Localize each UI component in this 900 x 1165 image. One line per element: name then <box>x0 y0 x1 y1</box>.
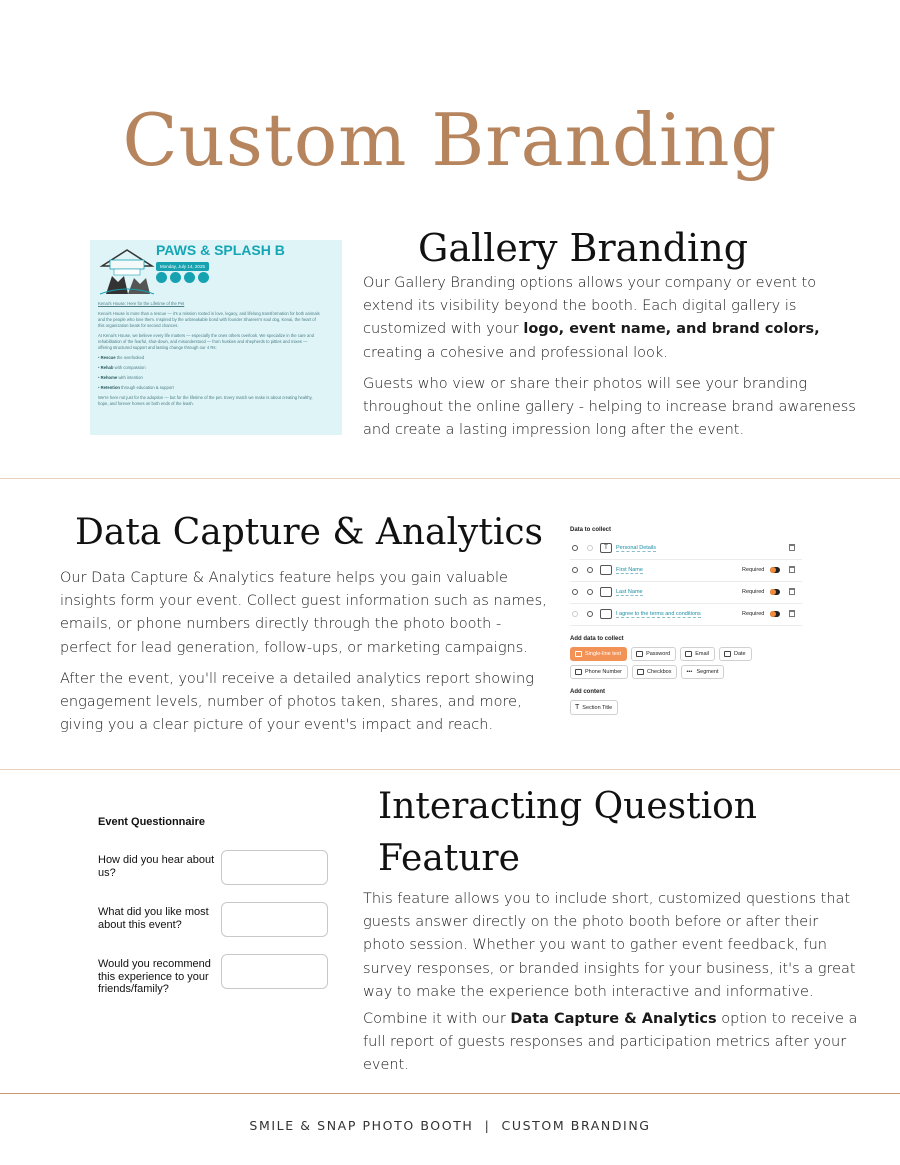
section-divider <box>0 769 900 770</box>
gallery-line: At Kenai's House, we believe every life matters — especially the ones others overlook. We specialize in the care and <box>98 333 315 338</box>
gallery-line: hope, and forever homes on both ends of the leash. <box>98 401 194 406</box>
text-field-icon: T <box>600 543 612 553</box>
required-toggle[interactable] <box>770 589 780 595</box>
envelope-icon <box>685 651 692 657</box>
lock-icon <box>636 651 643 657</box>
checkbox-field-icon <box>600 609 612 619</box>
data-field-row[interactable] <box>570 582 802 604</box>
chip-phone-number[interactable]: Phone Number <box>570 665 628 679</box>
add-data-heading: Add data to collect <box>570 636 624 642</box>
gallery-event-title: PAWS & SPLASH B <box>156 242 285 258</box>
question-row <box>98 954 330 1006</box>
answer-input[interactable] <box>221 902 328 937</box>
remove-icon[interactable] <box>587 545 593 551</box>
trash-icon[interactable] <box>789 588 795 595</box>
email-icon[interactable] <box>198 272 209 283</box>
link-icon[interactable] <box>184 272 195 283</box>
gallery-line: Kenai's House: Here for the Lifetime of the Pet <box>98 301 185 306</box>
move-icon[interactable] <box>572 611 578 617</box>
gallery-line: rehabilitation of the fearful, shut-down, and misunderstood — from huskies and shepherds to pitties and mixes — <box>98 339 308 344</box>
checkbox-icon <box>637 669 644 675</box>
trash-icon[interactable] <box>789 566 795 573</box>
question-paragraph-1: This feature allows you to include short, customized questions that guests answer directly on the photo booth before or after their photo session. Whether you want to gather event feedback, fun survey responses, or branded insights for your business, it's a great way to make the experience both interactive and informative. <box>363 891 856 1000</box>
question-label: What did you like most about this event? <box>98 906 209 931</box>
chip-segment[interactable]: ••• Segment <box>681 665 724 679</box>
gallery-share-icons <box>156 272 209 283</box>
data-capture-panel <box>570 527 802 715</box>
input-field-icon <box>600 565 612 575</box>
question-section-title-line2: Feature <box>378 838 520 879</box>
answer-input[interactable] <box>221 954 328 989</box>
question-label: How did you hear about us? <box>98 854 215 879</box>
gallery-description <box>98 301 338 407</box>
question-label: Would you recommend this experience to your friends/family? <box>98 958 211 995</box>
section-divider <box>0 478 900 479</box>
gallery-paragraph-1: Our Gallery Branding options allows your company or event to extend its visibility beyond the booth. Each digital gallery is customized with your logo, event name, and brand colors, creating a cohesive and professional look. <box>363 275 820 361</box>
data-field-label[interactable]: First Name <box>616 567 643 573</box>
data-field-label[interactable]: I agree to the terms and conditions <box>616 611 701 617</box>
required-label: Required <box>742 611 765 617</box>
data-field-label[interactable]: Last Name <box>616 589 643 595</box>
question-section-body <box>363 888 863 1086</box>
trash-icon[interactable] <box>789 544 795 551</box>
data-paragraph-1: Our Data Capture & Analytics feature helps you gain valuable insights form your event. Collect guest information such as names, emails, or phone numbers directly through the photo booth - perfect for lead generation, follow-ups, or marketing campaigns. <box>60 570 547 656</box>
question-section-title-line1: Interacting Question <box>378 786 757 827</box>
data-section-title: Data Capture & Analytics <box>75 512 543 553</box>
question-paragraph-2: Combine it with our Data Capture & Analytics option to receive a full report of guests responses and participation metrics after your event. <box>363 1011 858 1074</box>
share-icon[interactable] <box>170 272 181 283</box>
remove-icon[interactable] <box>587 567 593 573</box>
move-icon[interactable] <box>572 545 578 551</box>
text-icon: T <box>575 704 580 711</box>
gallery-line: and the people who love them. Inspired by the unbreakable bond with founder Shareen's soul dog, Kenai, the heart of <box>98 317 316 322</box>
add-content-chips <box>570 700 802 715</box>
gallery-section-title: Gallery Branding <box>418 226 749 270</box>
add-content-heading: Add content <box>570 689 605 695</box>
gallery-r-item: • Rescue the overlooked <box>98 355 145 360</box>
data-field-row[interactable] <box>570 560 802 582</box>
gallery-r-item: • Rehab with compassion <box>98 365 146 370</box>
gallery-line: offering structured support and lasting change through our 4 Rs: <box>98 345 217 350</box>
gallery-preview-image <box>90 240 342 435</box>
required-toggle[interactable] <box>770 611 780 617</box>
gallery-section-body <box>363 272 863 450</box>
chip-email[interactable]: Email <box>680 647 715 661</box>
rescue-logo-icon <box>98 246 156 296</box>
data-field-row[interactable] <box>570 538 802 560</box>
download-icon[interactable] <box>156 272 167 283</box>
phone-icon <box>575 669 582 675</box>
input-field-icon <box>600 587 612 597</box>
add-data-chips <box>570 647 802 679</box>
data-paragraph-2: After the event, you'll receive a detailed analytics report showing engagement levels, number of photos taken, shares, and more, giving you a clear picture of your event's impact and reach. <box>60 670 534 734</box>
required-label: Required <box>742 589 765 595</box>
dots-icon: ••• <box>686 669 693 675</box>
question-row <box>98 902 330 954</box>
gallery-line: this organization beats for second chances. <box>98 323 179 328</box>
calendar-icon <box>724 651 731 657</box>
text-input-icon <box>575 651 582 657</box>
gallery-line: Kenai's House is more than a rescue — it's a mission rooted in love, legacy, and lifelong transformation for both animals <box>98 311 320 316</box>
page-title: Custom Branding <box>122 98 778 182</box>
data-section-body <box>60 567 552 745</box>
trash-icon[interactable] <box>789 610 795 617</box>
chip-single-line-text[interactable]: Single-line text <box>570 647 627 661</box>
gallery-r-item: • Retention through education & support <box>98 385 174 390</box>
chip-section-title[interactable]: T Section Title <box>570 700 618 715</box>
data-field-label[interactable]: Personal Details <box>616 545 657 551</box>
footer-text: SMILE & SNAP PHOTO BOOTH | CUSTOM BRANDING <box>249 1118 651 1133</box>
questionnaire-title: Event Questionnaire <box>98 816 205 828</box>
remove-icon[interactable] <box>587 611 593 617</box>
question-row <box>98 850 330 902</box>
chip-password[interactable]: Password <box>631 647 676 661</box>
required-toggle[interactable] <box>770 567 780 573</box>
footer-divider <box>0 1093 900 1094</box>
remove-icon[interactable] <box>587 589 593 595</box>
answer-input[interactable] <box>221 850 328 885</box>
data-to-collect-heading: Data to collect <box>570 527 612 533</box>
move-icon[interactable] <box>572 589 578 595</box>
required-label: Required <box>742 567 765 573</box>
move-icon[interactable] <box>572 567 578 573</box>
event-questionnaire-form <box>98 816 330 1006</box>
chip-date[interactable]: Date <box>719 647 752 661</box>
data-field-row[interactable] <box>570 604 802 626</box>
gallery-paragraph-2: Guests who view or share their photos will see your branding throughout the online gallery - helping to increase brand awareness and create a lasting impression long after the event. <box>363 375 856 439</box>
gallery-r-item: • Rehome with intention <box>98 375 143 380</box>
chip-checkbox[interactable]: Checkbox <box>632 665 677 679</box>
gallery-date-badge: Monday, July 14, 2025 <box>156 262 209 271</box>
gallery-line: We're here not just for the adoption — but for the lifetime of the pet. Every match we make is about creating healthy, <box>98 395 313 400</box>
